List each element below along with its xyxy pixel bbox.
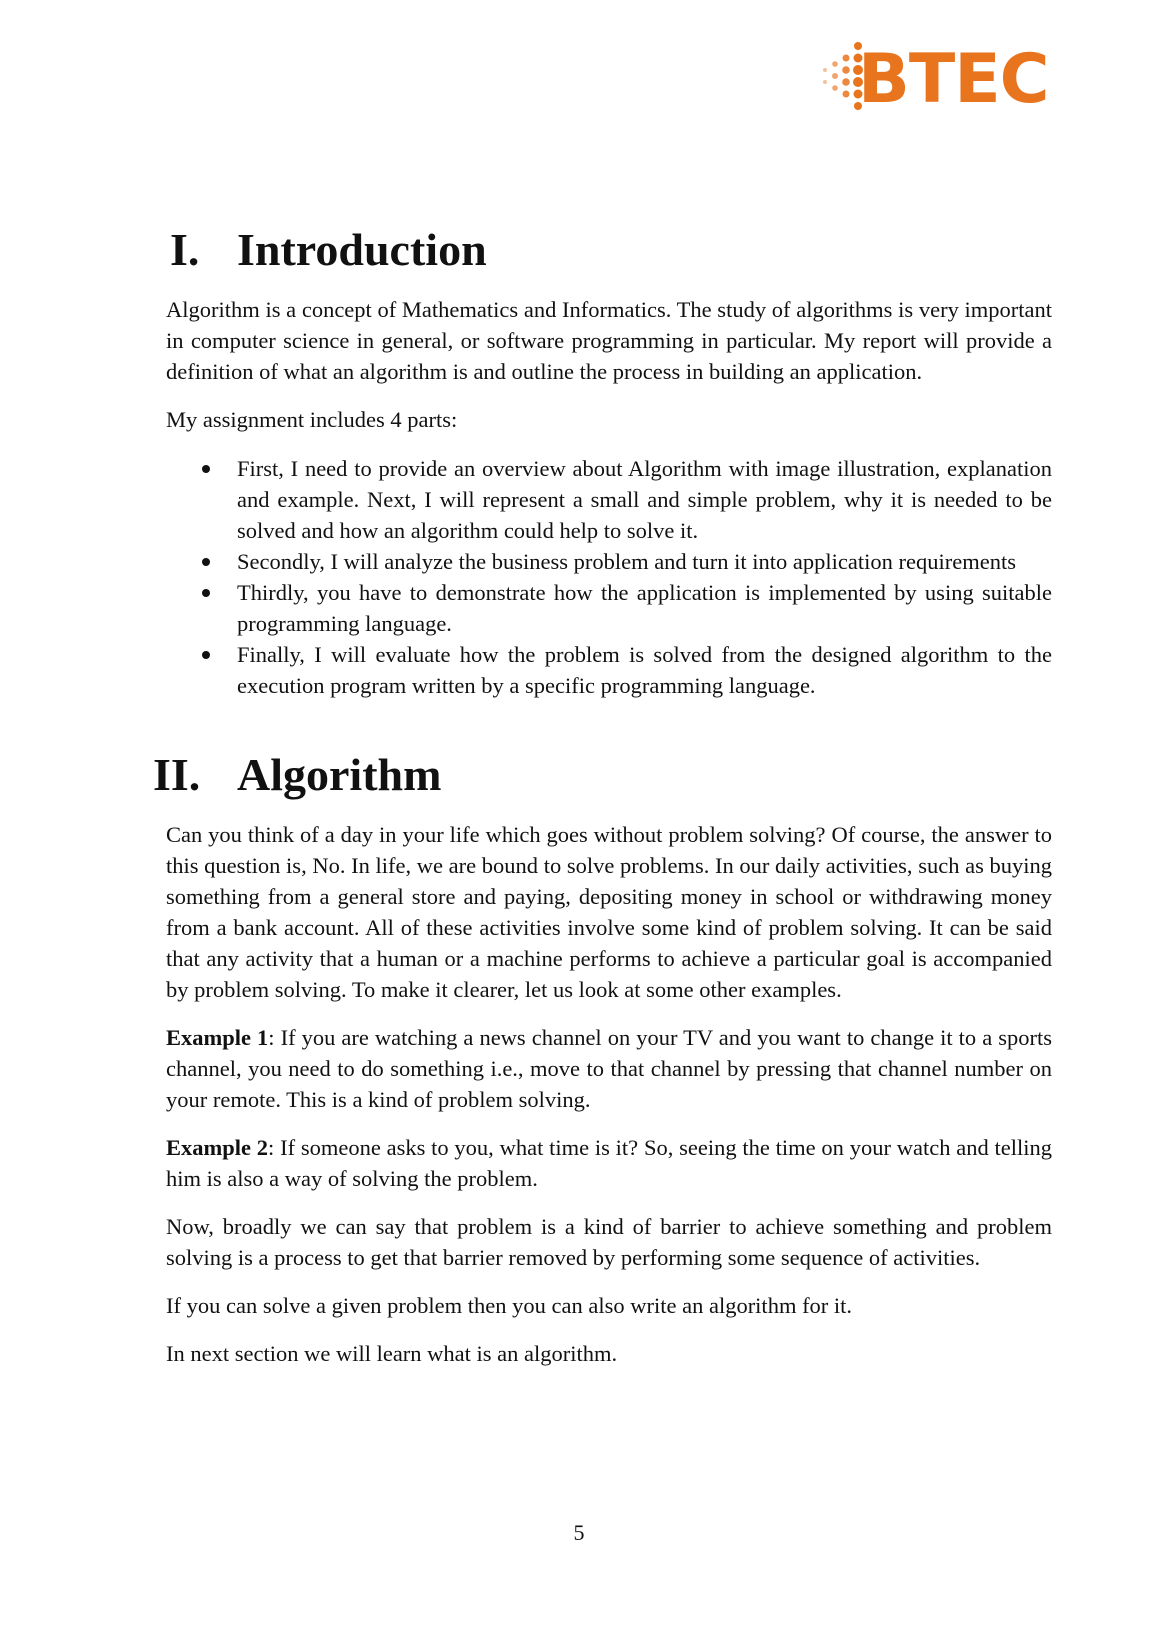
list-item: Secondly, I will analyze the business problem and turn it into application requirements [166, 546, 1052, 577]
section-title: Algorithm [237, 749, 442, 800]
example-2-text: : If someone asks to you, what time is it? So, seeing the time on your watch and telling him is also a way of solving the problem. [166, 1135, 1052, 1191]
example-2-paragraph [166, 1132, 1052, 1194]
example-2-label: Example 2 [166, 1135, 269, 1160]
section-title: Introduction [237, 224, 487, 275]
bullet-icon [202, 589, 210, 597]
example-1-paragraph [166, 1022, 1052, 1115]
assignment-parts-paragraph: My assignment includes 4 parts: [166, 407, 458, 432]
problem-definition-paragraph: Now, broadly we can say that problem is a kind of barrier to achieve something and problem solving is a process to get that barrier removed by performing some sequence of activities. [166, 1214, 1052, 1270]
example-1-text: : If you are watching a news channel on your TV and you want to change it to a sports channel, you need to do something i.e., move to that channel by pressing that channel number on your remote. This is a kind of problem solving. [166, 1025, 1052, 1112]
section-number: I. [170, 224, 200, 275]
bullet-icon [202, 465, 210, 473]
next-section-paragraph: In next section we will learn what is an algorithm. [166, 1341, 618, 1366]
bullet-icon [202, 651, 210, 659]
section-number: II. [153, 749, 201, 800]
list-item: Finally, I will evaluate how the problem is solved from the designed algorithm to the execution program written by a specific programming language. [166, 639, 1052, 701]
list-item: First, I need to provide an overview about Algorithm with image illustration, explanation and example. Next, I will represent a small and simple problem, why it is needed to be solved and how an algorithm could help to solve it. [166, 453, 1052, 546]
btec-logo [818, 40, 1058, 120]
page-number: 5 [573, 1520, 585, 1545]
section-heading-algorithm [153, 745, 1052, 805]
example-1-label: Example 1 [166, 1025, 269, 1050]
solve-problem-paragraph: If you can solve a given problem then you can also write an algorithm for it. [166, 1293, 853, 1318]
bullet-icon [202, 558, 210, 566]
list-item: Thirdly, you have to demonstrate how the application is implemented by using suitable programming language. [166, 577, 1052, 639]
intro-paragraph: Algorithm is a concept of Mathematics and Informatics. The study of algorithms is very important in computer science in general, or software programming in particular. My report will provide a definition of what an algorithm is and outline the process in building an application. [166, 297, 1052, 384]
section-heading-introduction [166, 220, 1052, 280]
assignment-parts-list [166, 453, 1052, 701]
logo-text: BTEC [858, 40, 1049, 119]
page-content [153, 220, 1052, 1369]
algorithm-intro-paragraph: Can you think of a day in your life which goes without problem solving? Of course, the answer to this question is, No. In life, we are bound to solve problems. In our daily activities, such as buying something from a general store and paying, depositing money in school or withdrawing money from a bank account. All of these activities involve some kind of problem solving. It can be said that any activity that a human or a machine performs to achieve a particular goal is accompanied by problem solving. To make it clearer, let us look at some other examples. [166, 822, 1052, 1002]
